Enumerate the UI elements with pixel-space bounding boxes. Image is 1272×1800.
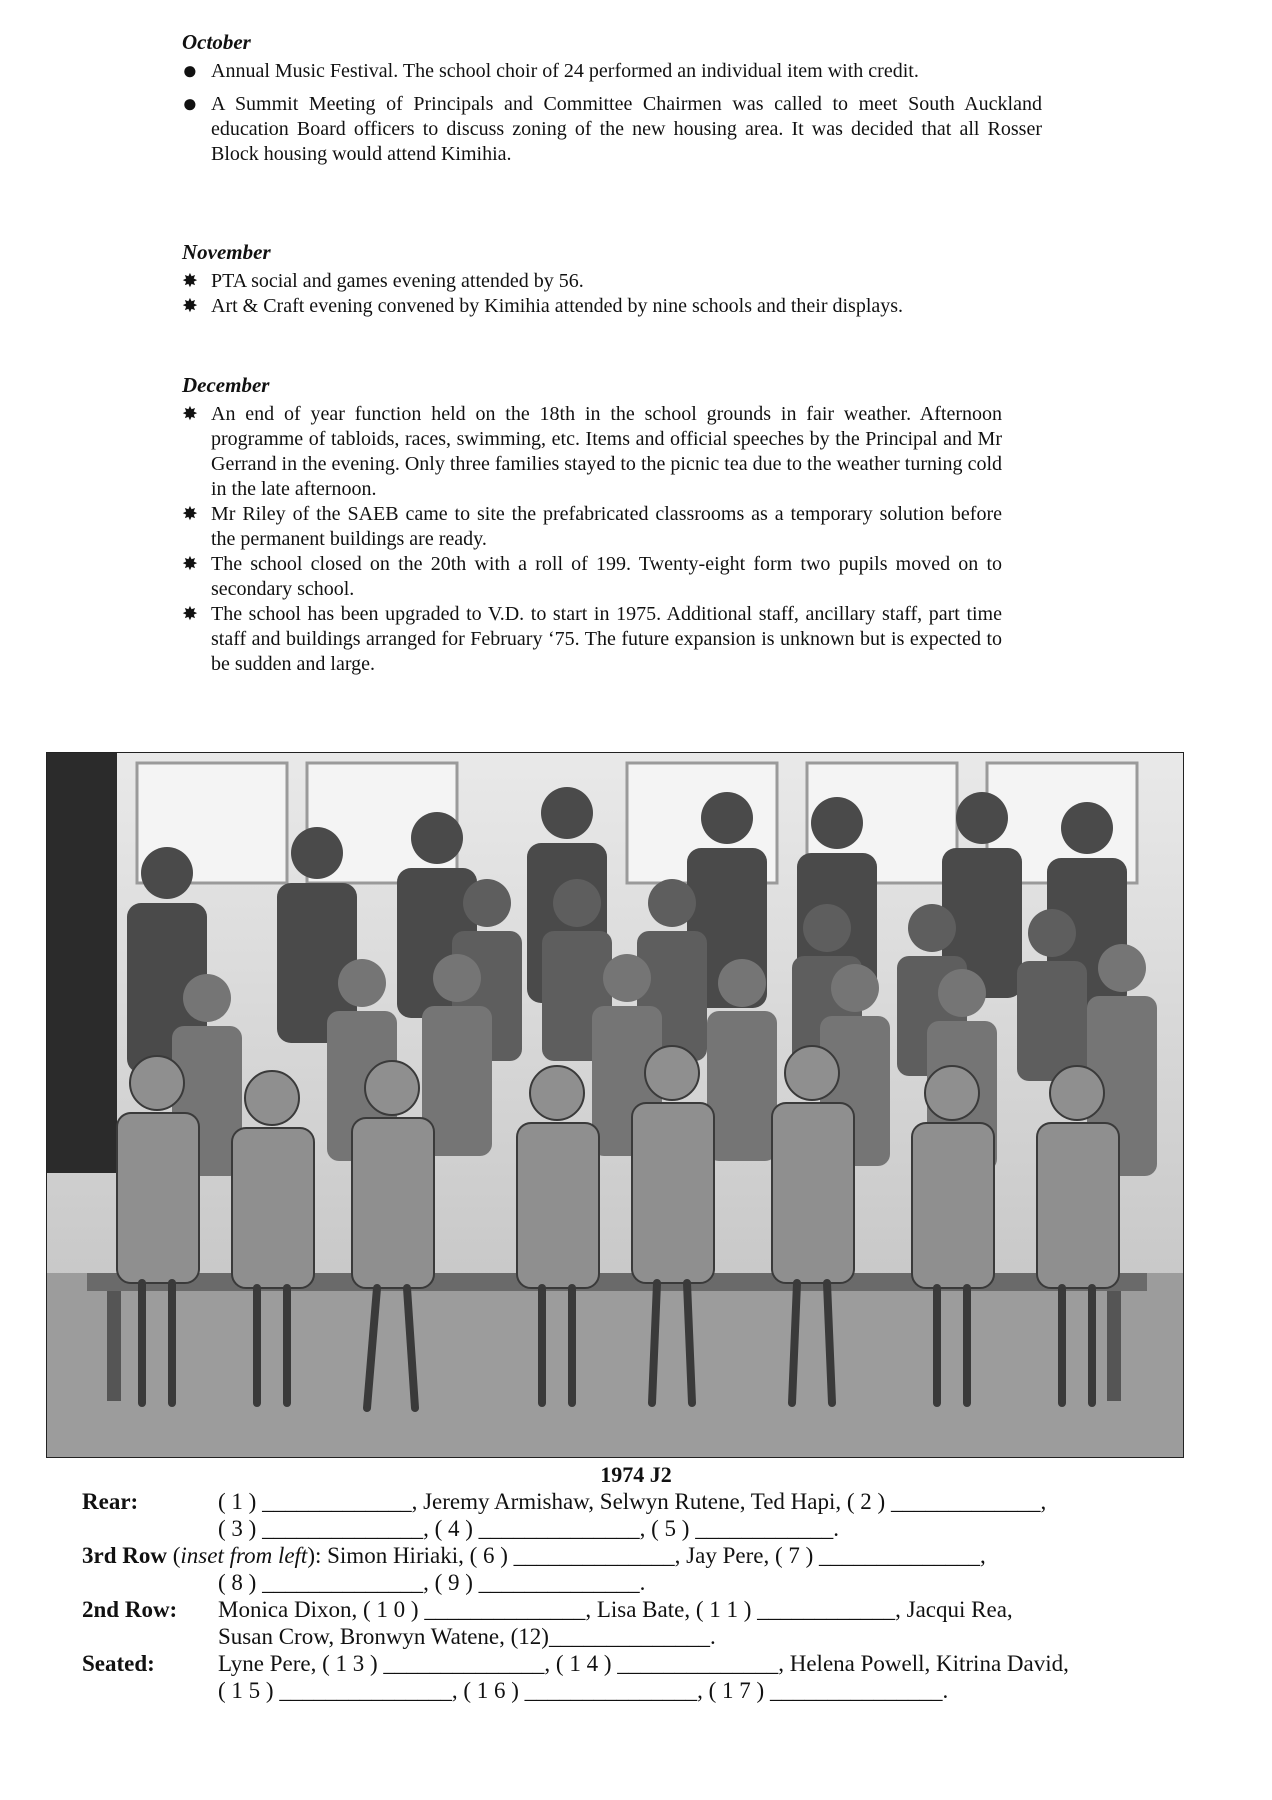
caption-names-seated-2: ( 1 5 ) _______________, ( 1 6 ) _______________, ( 1 7 ) _______________. bbox=[218, 1678, 949, 1703]
caption-label-rear: Rear: bbox=[82, 1489, 139, 1514]
bullet-star-icon: ✸ bbox=[182, 604, 198, 625]
caption-names-second-1: Monica Dixon, ( 1 0 ) ______________, Lisa Bate, ( 1 1 ) ____________, Jacqui Rea, bbox=[218, 1597, 1013, 1622]
caption-names-second-2: Susan Crow, Bronwyn Watene, (12)______________. bbox=[218, 1624, 716, 1649]
caption-label-third: 3rd Row bbox=[82, 1543, 167, 1568]
caption-row-rear bbox=[82, 1488, 1222, 1515]
caption-row-third bbox=[82, 1542, 1222, 1569]
month-heading-october: October bbox=[182, 30, 251, 54]
caption-row-rear-2 bbox=[82, 1515, 1222, 1542]
list-item: ● A Summit Meeting of Principals and Committee Chairmen was called to meet South Auckland education Board officers to discuss zoning of the new housing area. It was decided that all Rosser Block housing would attend Kimihia. bbox=[182, 89, 1042, 165]
caption-names-rear-2: ( 3 ) ______________, ( 4 ) ______________, ( 5 ) ____________. bbox=[218, 1516, 839, 1541]
bullet-star-icon: ✸ bbox=[182, 404, 198, 425]
bullet-dot-icon: ● bbox=[182, 89, 198, 118]
bullet-star-icon: ✸ bbox=[182, 504, 198, 525]
caption-names-rear-1: ( 1 ) _____________, Jeremy Armishaw, Selwyn Rutene, Ted Hapi, ( 2 ) _____________, bbox=[218, 1489, 1047, 1514]
caption-row-third-2 bbox=[82, 1569, 1222, 1596]
bullet-star-icon: ✸ bbox=[182, 554, 198, 575]
caption-inset-note: inset from left bbox=[180, 1543, 308, 1568]
caption-names-third-2: ( 8 ) ______________, ( 9 ) ______________. bbox=[218, 1570, 646, 1595]
class-photo bbox=[46, 752, 1184, 1458]
photo-caption-title: 1974 J2 bbox=[600, 1462, 672, 1487]
list-item: ● Annual Music Festival. The school choir of 24 performed an individual item with credit. bbox=[182, 56, 919, 85]
bullet-dot-icon: ● bbox=[182, 56, 198, 85]
month-heading-november: November bbox=[182, 240, 271, 264]
section-november bbox=[182, 240, 1012, 319]
caption-label-second: 2nd Row: bbox=[82, 1597, 178, 1622]
bullet-star-icon: ✸ bbox=[182, 296, 198, 317]
caption-names-third-1: 3rd Row (inset from left): Simon Hiriaki, ( 6 ) ______________, Jay Pere, ( 7 ) ______________, bbox=[82, 1543, 986, 1568]
list-item: ✸ The school closed on the 20th with a roll of 199. Twenty-eight form two pupils moved on to secondary school. bbox=[182, 553, 1002, 600]
caption-names-seated-1: Lyne Pere, ( 1 3 ) ______________, ( 1 4 ) ______________, Helena Powell, Kitrina David, bbox=[218, 1651, 1069, 1676]
class-photo-graphic bbox=[47, 753, 1184, 1458]
caption-row-second bbox=[82, 1596, 1222, 1623]
photo-caption bbox=[82, 1488, 1222, 1704]
list-item: ✸ Art & Craft evening convened by Kimihia attended by nine schools and their displays. bbox=[182, 295, 904, 317]
section-october bbox=[182, 30, 1042, 175]
bullet-star-icon: ✸ bbox=[182, 271, 198, 292]
caption-label-seated: Seated: bbox=[82, 1651, 155, 1676]
month-heading-december: December bbox=[182, 373, 270, 397]
caption-row-seated bbox=[82, 1650, 1222, 1677]
section-december bbox=[182, 373, 1002, 677]
list-item: ✸ An end of year function held on the 18th in the school grounds in fair weather. Afternoon programme of tabloids, races, swimming, etc. Items and official speeches by the Principal and Mr Gerrand in the evening. Only three families stayed to the picnic tea due to the weather turning cold in the late afternoon. bbox=[182, 403, 1002, 500]
list-item: ✸ PTA social and games evening attended by 56. bbox=[182, 270, 584, 292]
list-item: ✸ Mr Riley of the SAEB came to site the prefabricated classrooms as a temporary solution before the permanent buildings are ready. bbox=[182, 503, 1002, 550]
caption-row-second-2 bbox=[82, 1623, 1222, 1650]
list-item: ✸ The school has been upgraded to V.D. to start in 1975. Additional staff, ancillary staff, part time staff and buildings arranged for February ‘75. The future expansion is unknown but is expected to be sudden and large. bbox=[182, 603, 1002, 675]
caption-row-seated-2 bbox=[82, 1677, 1222, 1704]
